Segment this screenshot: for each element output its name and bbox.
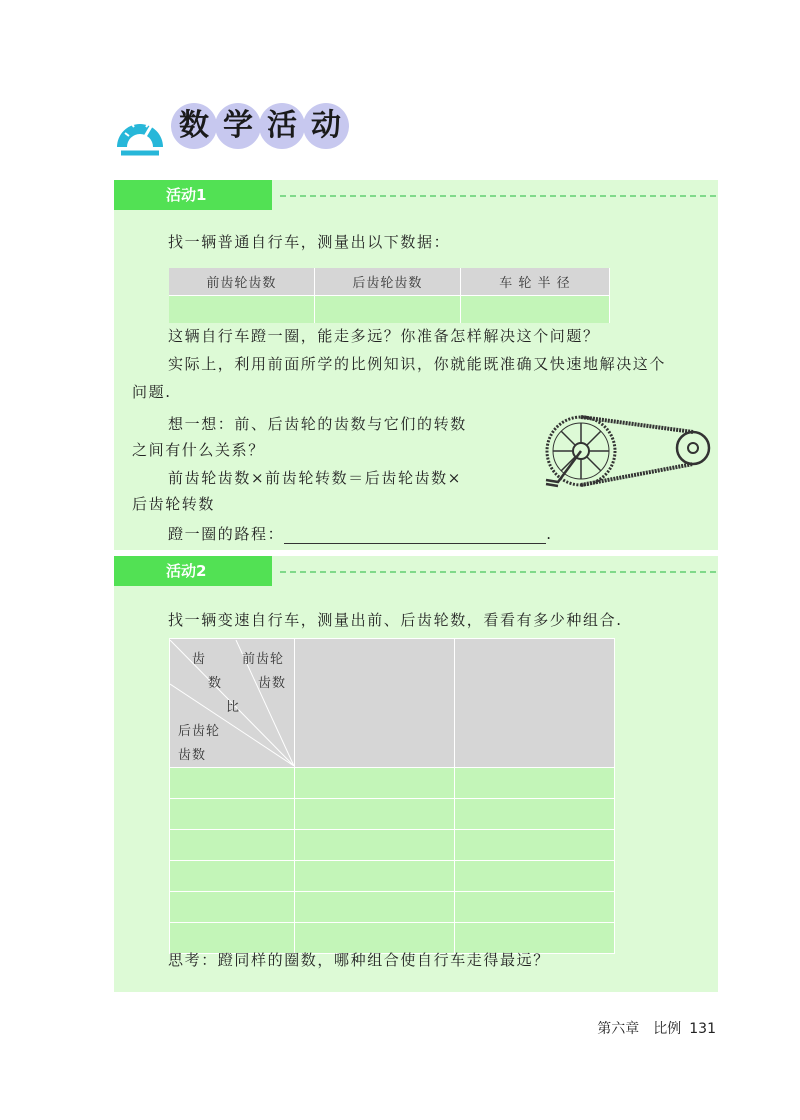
table-header: 前齿轮齿数: [169, 268, 314, 296]
title-char: 活: [259, 103, 305, 149]
distance-label: 蹬一圈的路程：: [168, 525, 285, 543]
chapter-label: 第六章 比例: [597, 1021, 682, 1037]
corner-label: 前齿轮: [242, 652, 285, 667]
header-cell[interactable]: [295, 639, 455, 768]
answer-blank[interactable]: [284, 527, 546, 544]
title-char: 数: [171, 103, 217, 149]
activity1-panel: [114, 180, 718, 550]
table-cell[interactable]: [170, 892, 295, 923]
corner-label: 后齿轮: [178, 724, 221, 739]
table-cell[interactable]: [455, 861, 615, 892]
table-cell[interactable]: [170, 923, 295, 954]
table-header: 车 轮 半 径: [460, 268, 609, 296]
divider: [280, 195, 716, 197]
corner-label: 齿数: [258, 676, 287, 691]
activity2-intro: 找一辆变速自行车，测量出前、后齿轮数，看看有多少种组合.: [168, 611, 623, 629]
measurement-table: [169, 268, 610, 323]
corner-label: 齿数: [178, 748, 207, 763]
table-cell[interactable]: [295, 861, 455, 892]
distance-line: [168, 524, 553, 544]
table-cell[interactable]: [455, 799, 615, 830]
table-cell[interactable]: [295, 923, 455, 954]
table-cell[interactable]: [170, 768, 295, 799]
table-cell[interactable]: [455, 768, 615, 799]
divider: [280, 571, 716, 573]
corner-label: 数: [208, 676, 223, 691]
table-cell[interactable]: [170, 830, 295, 861]
table-cell[interactable]: [460, 296, 609, 324]
paragraph-text: 问题.: [132, 383, 172, 401]
table-cell[interactable]: [455, 923, 615, 954]
corner-label: 齿: [192, 652, 207, 667]
speedometer-icon: [113, 105, 167, 159]
think-text: 想一想：前、后齿轮的齿数与它们的转数: [168, 415, 467, 433]
think-question: 思考：蹬同样的圈数，哪种组合使自行车走得最远？: [168, 951, 550, 969]
formula-text: 前齿轮齿数×前齿轮转数＝后齿轮齿数×: [168, 469, 462, 487]
title-char: 动: [303, 103, 349, 149]
activity2-panel: [114, 556, 718, 992]
formula-text: 后齿轮转数: [132, 495, 216, 513]
table-cell[interactable]: [455, 892, 615, 923]
table-cell[interactable]: [314, 296, 460, 324]
activity2-tag: 活动2: [114, 556, 272, 586]
table-cell[interactable]: [170, 799, 295, 830]
paragraph-text: 实际上，利用前面所学的比例知识，你就能既准确又快速地解决这个: [168, 355, 667, 373]
question-text: 这辆自行车蹬一圈，能走多远？你准备怎样解决这个问题？: [168, 327, 600, 345]
corner-label: 比: [226, 700, 241, 715]
activity1-tag: 活动1: [114, 180, 272, 210]
table-cell[interactable]: [295, 799, 455, 830]
header-cell[interactable]: [455, 639, 615, 768]
table-cell[interactable]: [295, 768, 455, 799]
title-char: 学: [215, 103, 261, 149]
distance-end: .: [546, 525, 553, 543]
table-cell[interactable]: [170, 861, 295, 892]
activity1-intro: 找一辆普通自行车，测量出以下数据：: [168, 233, 451, 251]
table-cell[interactable]: [295, 830, 455, 861]
page-footer: [597, 1018, 716, 1038]
think-text: 之间有什么关系？: [132, 441, 265, 459]
table-cell[interactable]: [169, 296, 314, 324]
bicycle-chain-illustration: [538, 410, 713, 496]
table-cell[interactable]: [295, 892, 455, 923]
gear-combination-table: [169, 638, 615, 954]
table-header: 后齿轮齿数: [314, 268, 460, 296]
page-number: 131: [689, 1021, 716, 1037]
table-cell[interactable]: [455, 830, 615, 861]
corner-cell: [170, 639, 295, 768]
